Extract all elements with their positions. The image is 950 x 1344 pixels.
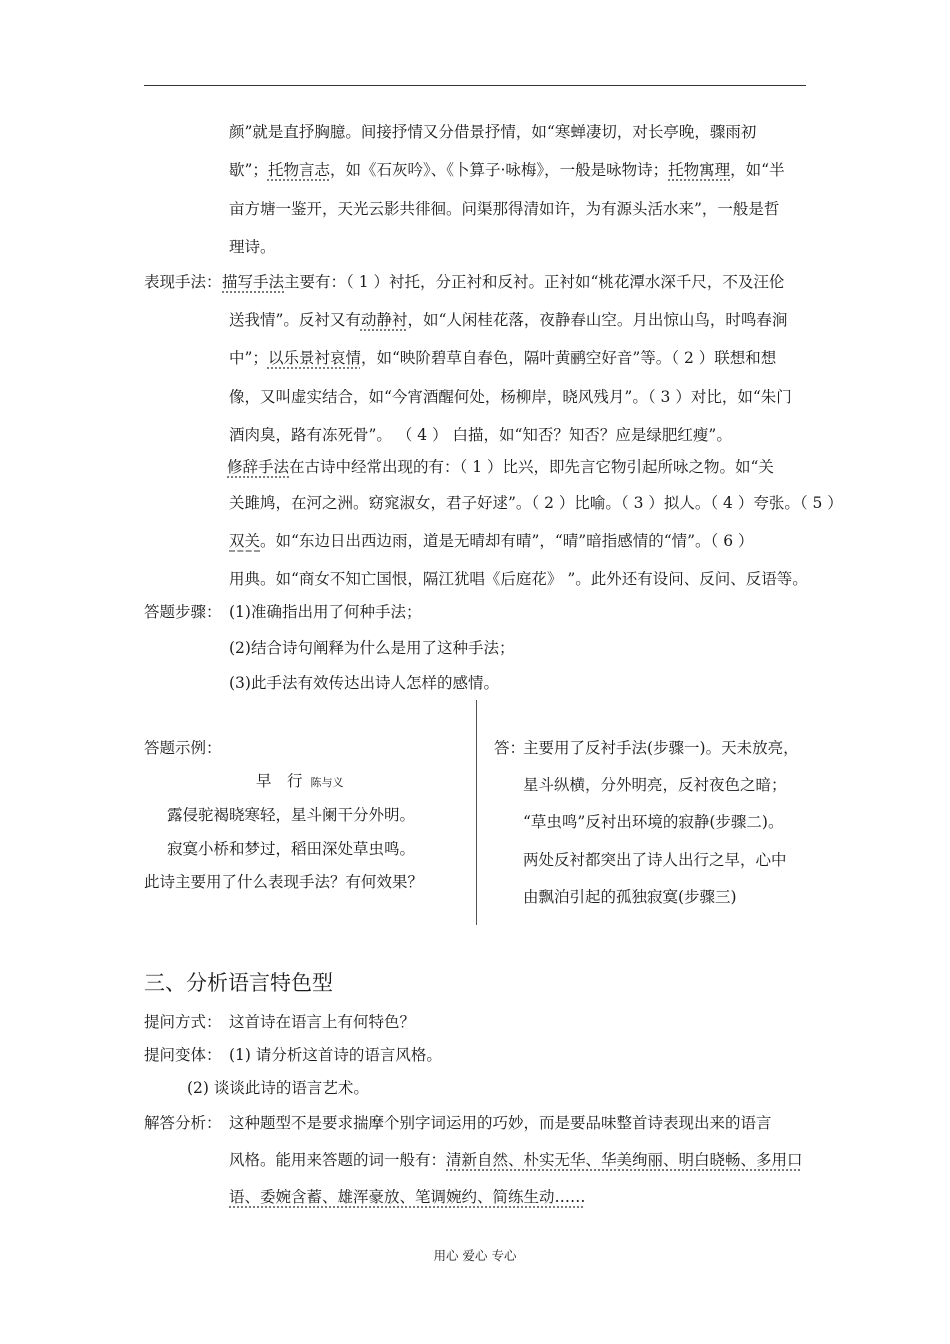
- emphasis-term: 以乐景衬哀情: [267, 349, 361, 367]
- header-rule: [144, 85, 806, 86]
- emphasis-term: 清新自然、朴实无华、华美绚丽、明白晓畅、多用口: [446, 1151, 803, 1169]
- emphasis-term: 托物言志: [267, 161, 330, 179]
- step-item: (3)此手法有效传达出诗人怎样的感情。: [229, 674, 499, 692]
- poem-line: 露侵驼褐晓寒轻，星斗阑干分外明。: [167, 806, 416, 824]
- answer-label: 答：: [494, 739, 526, 757]
- column-divider: [476, 700, 477, 925]
- answer-line: 星斗纵横，分外明亮，反衬夜色之暗；: [523, 776, 787, 794]
- text-line: 关雎鸠，在河之洲。窈窕淑女，君子好逑”。（ 2 ）比喻。（ 3 ）拟人。（ 4 ）夸张。（ 5 ）: [229, 494, 843, 512]
- text-line: 理诗。: [229, 238, 276, 256]
- answer-line: 由飘泊引起的孤独寂寞(步骤三): [523, 888, 737, 906]
- text-line: 双关。如“东边日出西边雨，道是无晴却有晴”，“晴”暗指感情的“情”。（ 6 ）: [229, 532, 754, 550]
- label-example: 答题示例：: [144, 739, 222, 757]
- analysis-line: 风格。能用来答题的词一般有：清新自然、朴实无华、华美绚丽、明白晓畅、多用口: [229, 1151, 803, 1169]
- emphasis-term: 动静衬: [360, 311, 408, 329]
- step-item: (2)结合诗句阐释为什么是用了这种手法；: [229, 639, 515, 657]
- answer-line: 主要用了反衬手法(步骤一)。天未放亮，: [523, 739, 799, 757]
- variant-item: (1) 请分析这首诗的语言风格。: [229, 1046, 442, 1064]
- text-line: 亩方塘一鉴开，天光云影共徘徊。问渠那得清如许，为有源头活水来”，一般是哲: [229, 200, 780, 218]
- text-line: 描写手法主要有：（ 1 ）衬托，分正衬和反衬。正衬如“桃花潭水深千尺，不及汪伦: [222, 273, 785, 291]
- text-line: 修辞手法在古诗中经常出现的有：（ 1 ）比兴，即先言它物引起所咏之物。如“关: [227, 458, 774, 476]
- section-title: 三、分析语言特色型: [144, 971, 333, 995]
- answer-line: 两处反衬都突出了诗人出行之早，心中: [523, 851, 787, 869]
- example-question: 此诗主要用了什么表现手法？有何效果？: [144, 873, 424, 891]
- label-ask-variant: 提问变体：: [144, 1046, 222, 1064]
- analysis-line: [229, 1187, 586, 1207]
- variant-item: (2) 谈谈此诗的语言艺术。: [187, 1079, 369, 1097]
- poem-author: 陈与义: [310, 776, 344, 789]
- text-line: 像，又叫虚实结合，如“今宵酒醒何处，杨柳岸，晓风残月”。（ 3 ）对比，如“朱门: [229, 388, 792, 406]
- analysis-line: 这种题型不是要求揣摩个别字词运用的巧妙，而是要品味整首诗表现出来的语言: [229, 1114, 772, 1132]
- label-ask-method: 提问方式：: [144, 1013, 222, 1031]
- poem-line: 寂寞小桥和梦过，稻田深处草虫鸣。: [167, 840, 416, 858]
- poem-title: 早 行 陈与义: [256, 772, 344, 790]
- text-line: 中”；以乐景衬哀情，如“映阶碧草自春色，隔叶黄鹂空好音”等。（ 2 ）联想和想: [229, 349, 777, 367]
- text-line: 颜”就是直抒胸臆。间接抒情又分借景抒情，如“寒蝉凄切，对长亭晚，骤雨初: [229, 123, 757, 141]
- text-line: 用典。如“商女不知亡国恨，隔江犹唱《后庭花》 ”。此外还有设问、反问、反语等。: [229, 570, 808, 588]
- page-footer: 用心 爱心 专心: [433, 1248, 517, 1263]
- ask-text: 这首诗在语言上有何特色？: [229, 1013, 416, 1031]
- label-answer-steps: 答题步骤：: [144, 603, 222, 621]
- emphasis-term: 托物寓理: [668, 161, 731, 179]
- text-line: 酒肉臭，路有冻死骨”。 （ 4 ） 白描，如“知否？知否？应是绿肥红瘦”。: [229, 426, 732, 444]
- text-line: 歇”；托物言志，如《石灰吟》、《卜算子·咏梅》，一般是咏物诗；托物寓理，如“半: [229, 161, 785, 179]
- text-line: 送我情”。反衬又有动静衬，如“人闲桂花落，夜静春山空。月出惊山鸟，时鸣春涧: [229, 311, 788, 329]
- step-item: (1)准确指出用了何种手法；: [229, 603, 422, 621]
- emphasis-term: 描写手法: [222, 273, 285, 291]
- label-expression-technique: 表现手法：: [144, 273, 222, 291]
- emphasis-term: 双关: [229, 532, 261, 550]
- answer-line: “草虫鸣”反衬出环境的寂静(步骤二)。: [523, 813, 784, 831]
- emphasis-term: 修辞手法: [227, 458, 290, 476]
- label-analysis: 解答分析：: [144, 1114, 222, 1132]
- emphasis-term: 语、委婉含蓄、雄浑豪放、笔调婉约、简练生动……: [229, 1188, 586, 1206]
